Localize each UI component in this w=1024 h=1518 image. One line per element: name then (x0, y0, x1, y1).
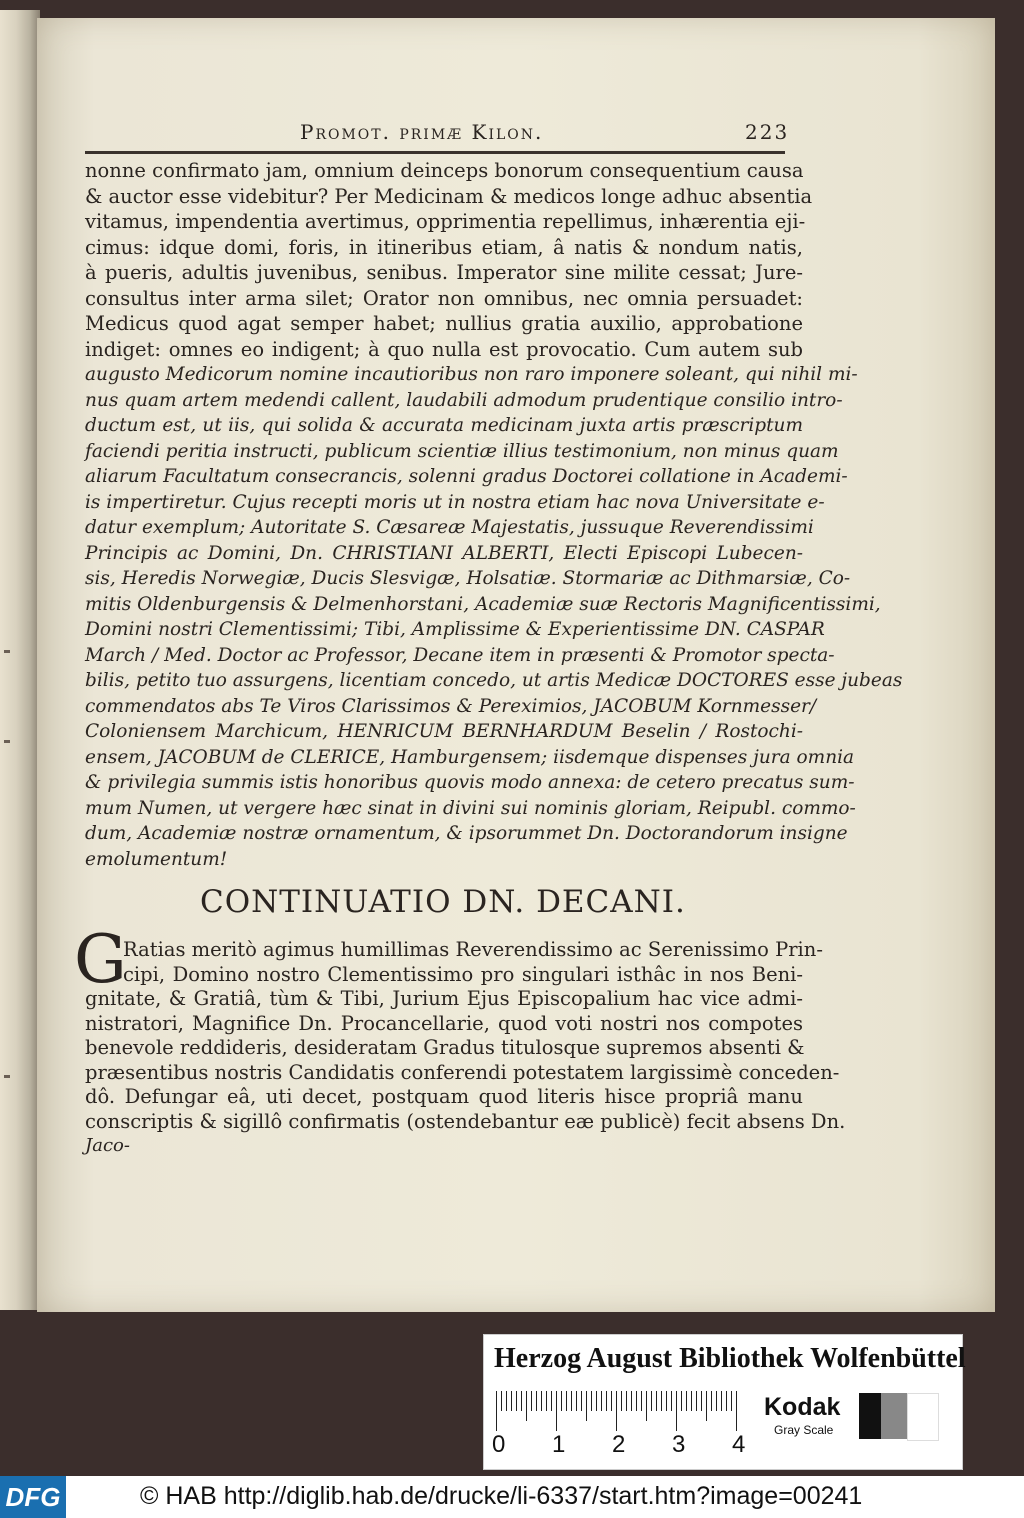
text-line: datur exemplum; Autoritate S. Cæsareæ Majestatis, jussuque Reverendissimi (85, 517, 814, 538)
ruler-tick (606, 1391, 607, 1411)
text-line: gnitate, & Gratiâ, tùm & Tibi, Jurium Ejus Episcopalium hac vice admi- (85, 987, 803, 1010)
ruler-tick (526, 1391, 527, 1421)
scale-number: 3 (672, 1431, 686, 1458)
text-line: mitis Oldenburgensis & Delmenhorstani, Academiæ suæ Rectoris Magnificentissimi, (85, 593, 881, 615)
ruler-tick (596, 1391, 597, 1411)
ruler-tick (506, 1391, 507, 1411)
text-line: Medicus quod agat semper habet; nullius gratia auxilio, approbatione (85, 312, 803, 335)
kodak-brand: Kodak (764, 1393, 841, 1421)
ruler-tick (676, 1391, 677, 1431)
text-line: cipi, Domino nostro Clementissimo pro singulari isthâc in nos Beni- (123, 962, 803, 986)
scale-ruler (496, 1391, 741, 1431)
dfg-logo: DFG (0, 1476, 66, 1518)
ruler-tick (566, 1391, 567, 1411)
ruler-tick (571, 1391, 572, 1411)
ruler-tick (521, 1391, 522, 1411)
text-line: Coloniensem Marchicum, HENRICUM BERNHARDUM Beselin / Rostochi- (85, 721, 803, 742)
ruler-tick (556, 1391, 557, 1431)
gray-scale-label: Gray Scale (774, 1423, 834, 1437)
ruler-tick (631, 1391, 632, 1411)
ruler-tick (666, 1391, 667, 1411)
text-line: nonne confirmato jam, omnium deinceps bonorum consequentium causa (85, 159, 804, 182)
ruler-tick (511, 1391, 512, 1411)
ruler-tick (656, 1391, 657, 1411)
text-line: cimus: idque domi, foris, in itineribus etiam, â natis & nondum natis, (85, 235, 803, 259)
ruler-tick (546, 1391, 547, 1411)
ruler-tick (501, 1391, 502, 1411)
ruler-tick (581, 1391, 582, 1411)
ruler-tick (516, 1391, 517, 1411)
swatch-white (907, 1393, 939, 1441)
card-title: Herzog August Bibliothek Wolfenbüttel (494, 1343, 966, 1374)
edge-mark (4, 650, 10, 653)
ruler-tick (496, 1391, 497, 1431)
scale-number: 4 (732, 1431, 746, 1458)
section-heading: CONTINUATIO DN. DECANI. (200, 884, 686, 920)
text-line: Ratias meritò agimus humillimas Reverendissimo ac Serenissimo Prin- (123, 938, 823, 961)
text-line: aliarum Facultatum consecrancis, solenni gradus Doctorei collatione in Academi- (85, 466, 848, 487)
running-header (300, 120, 1020, 150)
page-number: 223 (745, 120, 790, 144)
text-line: Principis ac Domini, Dn. CHRISTIANI ALBERTI, Electi Episcopi Lubecen- (85, 542, 803, 564)
ruler-tick (561, 1391, 562, 1411)
ruler-tick (616, 1391, 617, 1431)
text-line: conscriptis & sigillô confirmatis (ostendebantur eæ publicè) fecit absens Dn. (85, 1109, 846, 1133)
ruler-tick (591, 1391, 592, 1411)
text-line: vitamus, impendentia avertimus, opprimentia repellimus, inhærentia eji- (85, 210, 806, 233)
text-line: consultus inter arma silet; Orator non omnibus, nec omnia persuadet: (85, 286, 803, 310)
ruler-tick (731, 1391, 732, 1411)
catchword: Jaco- (85, 1135, 130, 1156)
text-line: dô. Defungar eâ, uti decet, postquam quod literis hisce propriâ manu (85, 1085, 803, 1108)
ruler-tick (531, 1391, 532, 1411)
left-page-edge (0, 10, 40, 1310)
text-line: nistratori, Magnifice Dn. Procancellarie, quod voti nostri nos compotes (85, 1011, 803, 1035)
swatch-black (859, 1393, 881, 1439)
text-line: faciendi peritia instructi, publicum scientiæ illius testimonium, non minus quam (85, 440, 839, 462)
text-line: & auctor esse videbitur? Per Medicinam & medicos longe adhuc absentia (85, 184, 813, 208)
color-target-card (483, 1334, 966, 1470)
swatch-gray (881, 1393, 907, 1439)
edge-mark (4, 1075, 10, 1078)
text-line: Domini nostri Clementissimi; Tibi, Amplissime & Experientissime DN. CASPAR (85, 619, 825, 640)
ruler-tick (551, 1391, 552, 1411)
running-title: Promot. primæ Kilon. (300, 120, 544, 144)
text-line: bilis, petito tuo assurgens, licentiam concedo, ut artis Medicæ DOCTORES esse jubeas (85, 670, 903, 691)
ruler-tick (696, 1391, 697, 1411)
text-line: March / Med. Doctor ac Professor, Decane item in præsenti & Promotor specta- (85, 644, 835, 666)
ruler-tick (536, 1391, 537, 1411)
ruler-tick (611, 1391, 612, 1411)
text-line: sis, Heredis Norwegiæ, Ducis Slesvigæ, Holsatiæ. Stormariæ ac Dithmarsiæ, Co- (85, 568, 851, 589)
footer-bar (0, 1476, 1024, 1518)
text-line: ductum est, ut iis, qui solida & accurata medicinam juxta artis præscriptum (85, 415, 803, 436)
drop-cap: G (74, 921, 127, 998)
ruler-tick (636, 1391, 637, 1411)
ruler-tick (726, 1391, 727, 1411)
body-paragraph (85, 158, 903, 872)
ruler-tick (661, 1391, 662, 1411)
ruler-tick (721, 1391, 722, 1411)
text-line: à pueris, adultis juvenibus, senibus. Imperator sine milite cessat; Jure- (85, 261, 803, 284)
copyright-link[interactable]: © HAB http://diglib.hab.de/drucke/li-6337/start.htm?image=00241 (140, 1482, 863, 1510)
text-line: dum, Academiæ nostræ ornamentum, & ipsorummet Dn. Doctorandorum insigne (85, 823, 848, 844)
ruler-tick (706, 1391, 707, 1421)
edge-mark (4, 740, 10, 743)
text-line: augusto Medicorum nomine incautioribus non raro imponere soleant, qui nihil mi- (85, 364, 858, 385)
ruler-tick (671, 1391, 672, 1411)
second-paragraph (85, 938, 846, 1159)
header-rule (85, 151, 785, 154)
text-line: & privilegia summis istis honoribus quovis modo annexa: de cetero precatus sum- (85, 772, 855, 793)
text-line: benevole reddideris, desideratam Gradus titulosque supremos absenti & (85, 1036, 805, 1059)
ruler-tick (716, 1391, 717, 1411)
ruler-tick (681, 1391, 682, 1411)
ruler-tick (626, 1391, 627, 1411)
text-line: commendatos abs Te Viros Clarissimos & Pereximios, JACOBUM Kornmesser/ (85, 695, 817, 717)
ruler-tick (641, 1391, 642, 1411)
text-line: ensem, JACOBUM de CLERICE, Hamburgensem; iisdemque dispenses jura omnia (85, 746, 855, 768)
text-line: indiget: omnes eo indigent; à quo nulla est provocatio. Cum autem sub (85, 337, 803, 361)
ruler-tick (711, 1391, 712, 1411)
text-line: mum Numen, ut vergere hæc sinat in divini sui nominis gloriam, Reipubl. commo- (85, 797, 856, 819)
scale-number: 0 (492, 1431, 506, 1458)
ruler-tick (621, 1391, 622, 1411)
ruler-tick (686, 1391, 687, 1411)
ruler-tick (586, 1391, 587, 1421)
ruler-tick (701, 1391, 702, 1411)
ruler-tick (736, 1391, 737, 1431)
ruler-tick (691, 1391, 692, 1411)
text-line: nus quam artem medendi callent, laudabili admodum prudentique consilio intro- (85, 389, 843, 411)
text-line: emolumentum! (85, 848, 228, 870)
scale-number: 1 (552, 1431, 566, 1458)
text-line: is impertiretur. Cujus recepti moris ut in nostra etiam hac nova Universitate e- (85, 491, 825, 513)
ruler-tick (541, 1391, 542, 1411)
ruler-tick (601, 1391, 602, 1411)
scale-number: 2 (612, 1431, 626, 1458)
ruler-tick (651, 1391, 652, 1411)
ruler-tick (646, 1391, 647, 1421)
text-line: præsentibus nostris Candidatis conferendi potestatem largissimè conceden- (85, 1060, 840, 1084)
ruler-tick (576, 1391, 577, 1411)
